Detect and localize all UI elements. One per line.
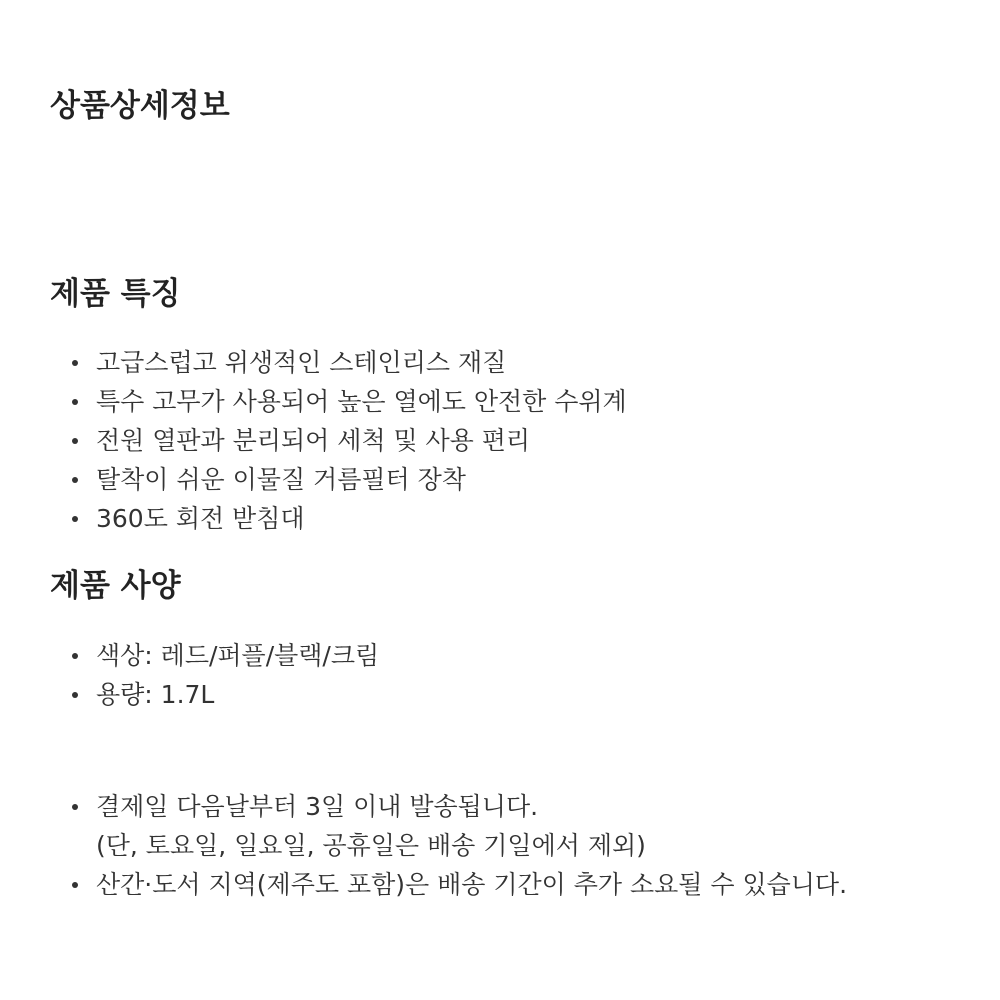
shipping-notice-text: 산간·도서 지역(제주도 포함)은 배송 기간이 추가 소요될 수 있습니다. [96,870,848,899]
list-item [50,865,847,904]
features-list [50,343,627,538]
list-item [50,787,847,865]
list-item: 전원 열판과 분리되어 세척 및 사용 편리 [50,421,627,460]
shipping-notice-text: 결제일 다음날부터 3일 이내 발송됩니다. [96,792,539,821]
list-item: 용량: 1.7L [50,675,379,714]
specs-list [50,636,379,714]
page-title: 상품상세정보 [50,88,230,124]
shipping-notice-list [50,787,847,904]
specs-heading: 제품 사양 [50,568,181,604]
list-item: 특수 고무가 사용되어 높은 열에도 안전한 수위계 [50,382,627,421]
list-item: 360도 회전 받침대 [50,499,627,538]
list-item: 고급스럽고 위생적인 스테인리스 재질 [50,343,627,382]
features-heading: 제품 특징 [50,276,181,312]
shipping-notice-note: (단, 토요일, 일요일, 공휴일은 배송 기일에서 제외) [96,831,646,860]
list-item: 탈착이 쉬운 이물질 거름필터 장착 [50,460,627,499]
list-item: 색상: 레드/퍼플/블랙/크림 [50,636,379,675]
